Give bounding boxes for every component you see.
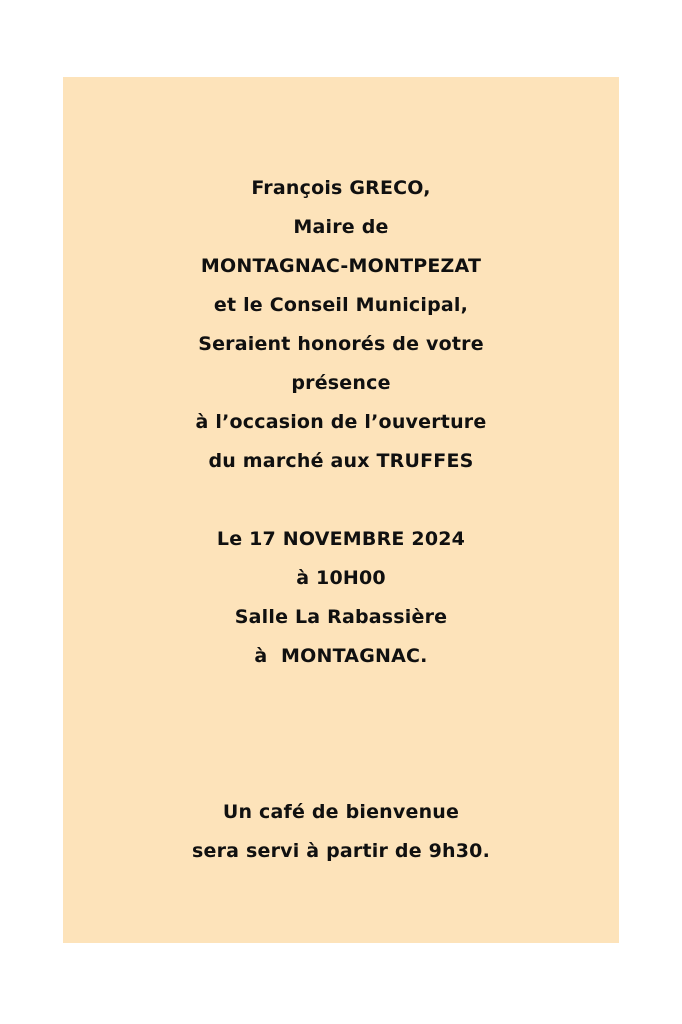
host-block — [63, 169, 619, 481]
occasion-line-1: à l’occasion de l’ouverture — [195, 411, 487, 433]
invite-phrase-1: Seraient honorés de votre — [198, 333, 484, 355]
footer-block — [63, 793, 619, 871]
event-city: à MONTAGNAC. — [254, 645, 428, 667]
host-title: Maire de — [293, 216, 389, 238]
event-venue: Salle La Rabassière — [234, 606, 448, 628]
invite-phrase-2: présence — [291, 372, 391, 394]
occasion-line-2: du marché aux TRUFFES — [208, 450, 474, 472]
host-name: François GRECO, — [251, 177, 431, 199]
event-date: Le 17 NOVEMBRE 2024 — [216, 528, 466, 550]
footer-line-1: Un café de bienvenue — [222, 801, 460, 823]
municipality: MONTAGNAC-MONTPEZAT — [200, 255, 482, 277]
footer-line-2: sera servi à partir de 9h30. — [192, 840, 490, 862]
co-host: et le Conseil Municipal, — [213, 294, 469, 316]
invitation-card — [63, 77, 619, 943]
event-time: à 10H00 — [296, 567, 386, 589]
event-block — [63, 520, 619, 676]
